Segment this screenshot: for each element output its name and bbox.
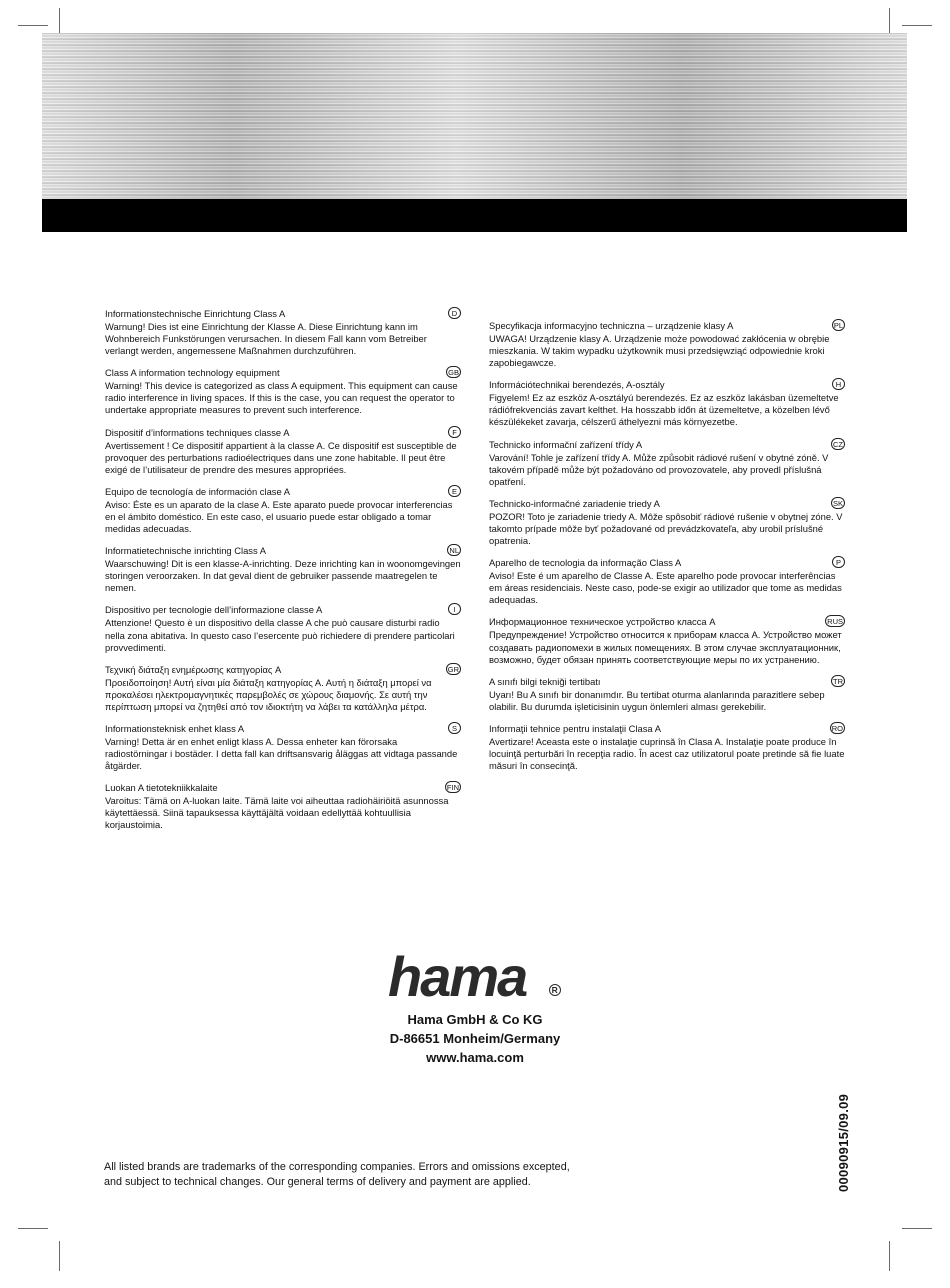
- notice-heading: Class A information technology equipment GB: [105, 367, 459, 379]
- notice-text: Warning! This device is categorized as class A equipment. This equipment can cause radio interference in living spaces. If this is the case, you can request the operator to undertake appropriate measures to prevent such interference.: [105, 380, 458, 416]
- country-code-badge: D: [448, 307, 461, 319]
- country-code-badge: GR: [447, 664, 459, 674]
- notice-heading: Dispositif d’informations techniques classe A F: [105, 427, 461, 439]
- notice-pt: [489, 557, 845, 606]
- footer-line: and subject to technical changes. Our general terms of delivery and payment are applied.: [104, 1176, 531, 1188]
- notice-fr: [105, 427, 461, 476]
- notice-ru: [489, 616, 845, 665]
- country-code-badge: TR: [833, 676, 843, 686]
- notice-heading: Informationsteknisk enhet klass A S: [105, 723, 461, 735]
- notice-heading: Informationstechnische Einrichtung Class A D: [105, 308, 461, 320]
- company-website[interactable]: www.hama.com: [426, 1050, 524, 1065]
- brushed-metal-banner: [42, 33, 907, 199]
- notice-it: [105, 604, 461, 653]
- notice-text: UWAGA! Urządzenie klasy A. Urządzenie może powodować zakłócenia w obrębie mieszkania. W takim wypadku użytkownik musi przedsięwziąć odpowiednie kroki zapobiegawcze.: [489, 333, 830, 369]
- notice-text: Avertizare! Aceasta este o instalaţie cuprinsă în Clasa A. Instalaţie poate produce în locuinţă perturbări în recepţia radio. În acest caz utilizatorul poate pretinde să fie luate măsuri în consecinţă.: [489, 735, 845, 772]
- company-city: D-86651 Monheim/Germany: [389, 1031, 561, 1046]
- notice-text: Aviso! Este é um aparelho de Classe A. Este aparelho pode provocar interferências em áreas residenciais. Neste caso, pode-se exigir ao utilizador que tome as medidas adequadas.: [489, 570, 842, 606]
- notice-hu: [489, 379, 845, 428]
- crop-mark: [902, 1228, 932, 1229]
- notice-heading: Technicko informační zařízení třídy A CZ: [489, 438, 843, 450]
- country-code-badge: RO: [831, 723, 843, 733]
- notice-heading: Aparelho de tecnologia da informação Class A P: [489, 557, 845, 569]
- notice-heading: Információtechnikai berendezés, A-osztály H: [489, 379, 845, 391]
- notices-right-column: [489, 320, 845, 782]
- footer-disclaimer: [104, 1160, 604, 1190]
- document-number: 00090915/09.09: [836, 1093, 851, 1192]
- svg-text:R: R: [551, 985, 558, 996]
- country-code-badge: H: [832, 378, 845, 390]
- country-code-badge: FIN: [446, 783, 459, 793]
- notice-text: Avertissement ! Ce dispositif appartient à la classe A. Ce dispositif est susceptible de provoquer des perturbations radioélectriques dans une zone habitable. Il peut être exigé de l’utilisateur de prendre des mesures appropriées.: [105, 439, 457, 475]
- crop-mark: [18, 25, 48, 26]
- crop-mark: [18, 1228, 48, 1229]
- notice-heading: Τεχνική διάταξη ενημέρωσης κατηγορίας A GR: [105, 663, 459, 675]
- notice-gr: [105, 664, 461, 713]
- notice-heading: Luokan A tietotekniikkalaite FIN: [105, 782, 459, 794]
- country-code-badge: NL: [449, 546, 459, 556]
- notice-heading: Informaţii tehnice pentru instalaţii Clasa A RO: [489, 722, 843, 734]
- notice-text: Предупреждение! Устройство относится к приборам класса А. Устройство может создавать радиопомехи в жилых помещениях. В этом случае эксплуатационник, возможно, будет обязан принять соответствующие меры по их устранению.: [489, 629, 842, 665]
- notice-text: Aviso: Éste es un aparato de la clase A. Este aparato puede provocar interferencias en el ámbito doméstico. En este caso, el usuario puede estar obligado a tomar medidas adecuadas.: [105, 498, 453, 535]
- notice-es: [105, 486, 461, 535]
- notice-text: Varning! Detta är en enhet enligt klass A. Dessa enheter kan förorsaka radiostörningar i bostäder. I detta fall kan driftsansvarig åläggas att vidtaga passande åtgärder.: [105, 735, 458, 772]
- notice-heading: Specyfikacja informacyjno techniczna – urządzenie klasy A PL: [489, 320, 843, 331]
- notice-text: Waarschuwing! Dit is een klasse-A-inrichting. Deze inrichting kan in woonomgevingen storingen veroorzaken. In dat geval dient de gebruiker passende maatregelen te nemen.: [105, 558, 461, 594]
- notice-nl: [105, 545, 461, 594]
- notice-ro: [489, 723, 845, 772]
- notice-text: POZOR! Toto je zariadenie triedy A. Môže spôsobiť rádiové rušenie v obytnej zóne. V takomto prípade môže byť požadované od prevádzkovateľa, aby urobil príslušné opatrenia.: [489, 510, 843, 547]
- notice-text: Attenzione! Questo è un dispositivo della classe A che può causare disturbi radio nella zona abitativa. In questo caso l’esercente può richiedere di prendere particolari provvedimenti.: [105, 617, 455, 653]
- crop-mark: [59, 1241, 60, 1271]
- notice-gb: [105, 367, 461, 416]
- black-band: [42, 199, 907, 232]
- notice-heading: Информационное техническое устройство класса A RUS: [489, 616, 843, 628]
- notice-text: Warnung! Dies ist eine Einrichtung der Klasse A. Diese Einrichtung kann im Wohnbereich Funkstörungen verursachen. In diesem Fall kann vom Betreiber verlangt werden, angemessene Maßnahmen durchzuführen.: [105, 321, 427, 357]
- notice-cz: [489, 439, 845, 488]
- notice-sk: [489, 498, 845, 547]
- notice-heading: A sınıfı bilgi tekniği tertibatı TR: [489, 675, 843, 687]
- notice-tr: [489, 676, 845, 713]
- notice-de: [105, 308, 461, 357]
- footer-line: All listed brands are trademarks of the corresponding companies. Errors and omissions excepted,: [104, 1161, 570, 1173]
- notice-se: [105, 723, 461, 772]
- country-code-badge: RUS: [827, 617, 843, 627]
- notice-text: Varování! Tohle je zařízení třídy A. Může způsobit rádiové rušení v obytné zóně. V takovém případě může být požadováno od provozovatele, aby provedl příslušná opatření.: [489, 451, 829, 487]
- notice-pl: [489, 320, 845, 369]
- crop-mark: [902, 25, 932, 26]
- country-code-badge: I: [448, 603, 461, 615]
- country-code-badge: S: [448, 722, 461, 734]
- country-code-badge: E: [448, 485, 461, 497]
- notice-text: Uyarı! Bu A sınıfı bir donanımdır. Bu tertibat oturma alanlarında parazitlere sebep olabilir. Bu durumda işleticisinin uygun önlemleri alması gerekebilir.: [489, 688, 825, 712]
- notice-fi: [105, 782, 461, 831]
- country-code-badge: CZ: [833, 439, 843, 449]
- notice-text: Varoitus: Tämä on A-luokan laite. Tämä laite voi aiheuttaa radiohäiriöitä asunnossa käytettäessä. Siinä tapauksessa käyttäjältä voidaan edellyttää kohtuullisia korjaustoimia.: [105, 795, 449, 831]
- notice-heading: Technicko-informačné zariadenie triedy A SK: [489, 497, 843, 509]
- hama-logo: [388, 948, 563, 1004]
- notice-heading: Dispositivo per tecnologie dell’informazione classe A I: [105, 604, 461, 616]
- country-code-badge: F: [448, 426, 461, 438]
- country-code-badge: P: [832, 556, 845, 568]
- notice-text: Προειδοποίηση! Αυτή είναι μία διάταξη κατηγορίας Α. Αυτή η διάταξη μπορεί να προκαλέσει ηλεκτρομαγνητικές παρεμβολές σε χώρους διαμονής. Σε αυτή την περίπτωση μπορεί να ζητηθεί από τον ιδιοκτήτη να λάβει τα κατάλληλα μέτρα.: [105, 676, 432, 712]
- country-code-badge: GB: [448, 368, 459, 378]
- notice-heading: Informatietechnische inrichting Class A NL: [105, 545, 459, 557]
- country-code-badge: SK: [832, 498, 843, 508]
- notice-heading: Equipo de tecnología de información clase A E: [105, 486, 461, 498]
- company-address: [0, 1010, 950, 1067]
- country-code-badge: PL: [833, 321, 843, 330]
- svg-text:hama: hama: [388, 948, 527, 1004]
- notice-text: Figyelem! Ez az eszköz A-osztályú berendezés. Ez az eszköz lakásban üzemeltetve rádiófrekvenciás zavart kelthet. Ha hosszabb időn át üzemeltetve, a közelben lévő készülékeket zavarja, célszerű áthelyezni más környezetbe.: [489, 392, 839, 428]
- crop-mark: [889, 1241, 890, 1271]
- company-name: Hama GmbH & Co KG: [407, 1012, 543, 1027]
- notices-left-column: [105, 308, 461, 842]
